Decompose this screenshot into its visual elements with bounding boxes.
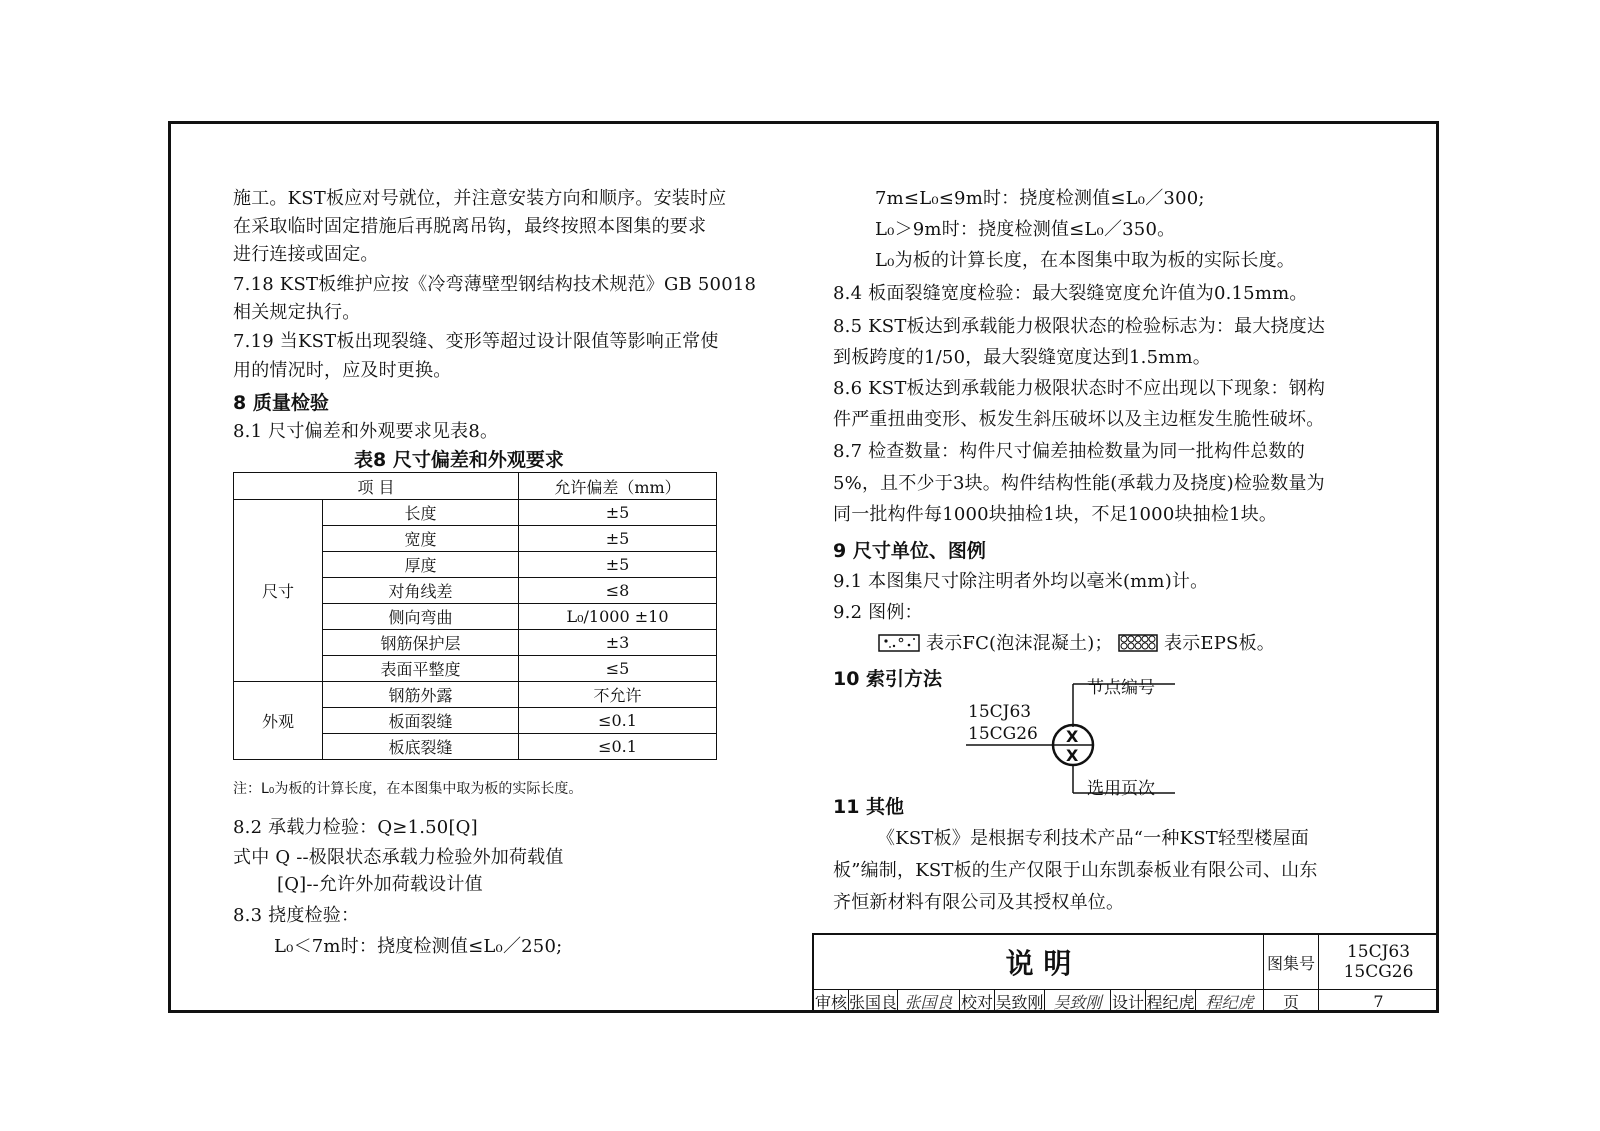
legend-eps-label: 表示EPS板。 — [1164, 633, 1275, 654]
header-item: 项 目 — [234, 473, 519, 500]
row-value: ±5 — [519, 500, 717, 526]
row-value: ±3 — [519, 630, 717, 656]
para-8-3-case1: L₀＜7m时：挠度检测值≤L₀／250; — [274, 936, 563, 957]
title-block — [812, 933, 1439, 1013]
para-8-3-case2: 7m≤L₀≤9m时：挠度检测值≤L₀／300; — [875, 188, 1205, 209]
row-value: ≤0.1 — [519, 708, 717, 734]
checker-name: 吴致刚 — [995, 990, 1045, 1013]
designer-signature: 程纪虎 — [1196, 990, 1264, 1013]
para-11-line1: 《KST板》是根据专利技术产品“一种KST轻型楼屋面 — [877, 828, 1309, 849]
row-value: ≤0.1 — [519, 734, 717, 760]
row-item: 对角线差 — [323, 578, 519, 604]
section-8-heading: 8 质量检验 — [233, 392, 329, 414]
para-8-2-allowable: [Q]--允许外加荷载设计值 — [277, 874, 483, 895]
para-8-7-line3: 同一批构件每1000块抽检1块，不足1000块抽检1块。 — [833, 504, 1278, 525]
title-block-title: 说 明 — [814, 935, 1264, 990]
para-7-17-line1: 施工。KST板应对号就位，并注意安装方向和顺序。安装时应 — [233, 188, 727, 209]
para-8-7-line2: 5%，且不少于3块。构件结构性能(承载力及挠度)检验数量为 — [833, 473, 1325, 494]
row-item: 板面裂缝 — [323, 708, 519, 734]
para-8-3: 8.3 挠度检验： — [233, 905, 360, 926]
reviewer-signature: 张国良 — [898, 990, 960, 1013]
index-code-1: 15CJ63 — [968, 702, 1032, 722]
spec-table — [233, 472, 717, 760]
group-size: 尺寸 — [234, 500, 323, 682]
atlas-code-2: 15CG26 — [1343, 962, 1414, 982]
para-8-3-case3: L₀＞9m时：挠度检测值≤L₀／350。 — [875, 219, 1176, 240]
row-value: L₀/1000 ±10 — [519, 604, 717, 630]
para-8-3-note: L₀为板的计算长度，在本图集中取为板的实际长度。 — [875, 250, 1295, 271]
para-8-2-q: 式中 Q --极限状态承载力检验外加荷载值 — [233, 847, 564, 868]
para-7-19-line1: 7.19 当KST板出现裂缝、变形等超过设计限值等影响正常使 — [233, 331, 719, 352]
reviewer-name: 张国良 — [849, 990, 898, 1013]
para-9-2: 9.2 图例： — [833, 602, 923, 623]
index-page-label: 选用页次 — [1087, 779, 1155, 799]
row-item: 长度 — [323, 500, 519, 526]
fc-legend-swatch-icon — [878, 634, 920, 652]
table-8-title: 表8 尺寸偏差和外观要求 — [354, 449, 564, 471]
row-value: ±5 — [519, 552, 717, 578]
row-item: 板底裂缝 — [323, 734, 519, 760]
table-row — [234, 500, 717, 526]
row-item: 钢筋外露 — [323, 682, 519, 708]
row-value: ≤8 — [519, 578, 717, 604]
para-7-17-line3: 进行连接或固定。 — [233, 244, 379, 265]
review-label: 审核 — [814, 990, 849, 1013]
section-9-heading: 9 尺寸单位、图例 — [833, 540, 986, 562]
para-11-line3: 齐恒新材料有限公司及其授权单位。 — [833, 892, 1125, 913]
para-11-line2: 板”编制，KST板的生产仅限于山东凯泰板业有限公司、山东 — [833, 860, 1318, 881]
row-item: 宽度 — [323, 526, 519, 552]
table-note: 注：L₀为板的计算长度，在本图集中取为板的实际长度。 — [233, 781, 583, 797]
para-9-1: 9.1 本图集尺寸除注明者外均以毫米(mm)计。 — [833, 571, 1209, 592]
table-row — [234, 682, 717, 708]
section-10-heading: 10 索引方法 — [833, 668, 943, 690]
page-number: 7 — [1319, 990, 1439, 1013]
index-code-2: 15CG26 — [968, 724, 1038, 744]
check-label: 校对 — [960, 990, 995, 1013]
row-item: 表面平整度 — [323, 656, 519, 682]
row-value: 不允许 — [519, 682, 717, 708]
atlas-number-label: 图集号 — [1264, 935, 1319, 990]
section-11-heading: 11 其他 — [833, 796, 905, 818]
para-8-1: 8.1 尺寸偏差和外观要求见表8。 — [233, 421, 499, 442]
para-8-2: 8.2 承载力检验：Q≥1.50[Q] — [233, 817, 478, 838]
index-node-label: 节点编号 — [1087, 678, 1155, 698]
index-symbol-top: X — [1066, 727, 1079, 746]
para-7-18-line2: 相关规定执行。 — [233, 302, 361, 323]
row-value: ≤5 — [519, 656, 717, 682]
para-8-7-line1: 8.7 检查数量：构件尺寸偏差抽检数量为同一批构件总数的 — [833, 441, 1305, 462]
eps-legend-swatch-icon — [1118, 634, 1158, 652]
row-item: 钢筋保护层 — [323, 630, 519, 656]
table-header-row — [234, 473, 717, 500]
para-8-5-line2: 到板跨度的1/50，最大裂缝宽度达到1.5mm。 — [833, 347, 1211, 368]
para-8-6-line1: 8.6 KST板达到承载能力极限状态时不应出现以下现象：钢构 — [833, 378, 1326, 399]
para-8-5-line1: 8.5 KST板达到承载能力极限状态的检验标志为：最大挠度达 — [833, 316, 1326, 337]
para-7-17-line2: 在采取临时固定措施后再脱离吊钩，最终按照本图集的要求 — [233, 216, 707, 237]
atlas-code-1: 15CJ63 — [1346, 942, 1411, 962]
design-label: 设计 — [1111, 990, 1146, 1013]
legend-fc-label: 表示FC(泡沫混凝土)； — [926, 633, 1113, 654]
group-appearance: 外观 — [234, 682, 323, 760]
para-7-18-line1: 7.18 KST板维护应按《冷弯薄壁型钢结构技术规范》GB 50018 — [233, 274, 757, 295]
index-symbol-bottom: X — [1066, 746, 1079, 765]
para-7-19-line2: 用的情况时，应及时更换。 — [233, 360, 452, 381]
row-item: 侧向弯曲 — [323, 604, 519, 630]
row-item: 厚度 — [323, 552, 519, 578]
para-8-4: 8.4 板面裂缝宽度检验：最大裂缝宽度允许值为0.15mm。 — [833, 283, 1308, 304]
checker-signature: 吴致刚 — [1045, 990, 1111, 1013]
designer-name: 程纪虎 — [1146, 990, 1196, 1013]
para-8-6-line2: 件严重扭曲变形、板发生斜压破坏以及主边框发生脆性破坏。 — [833, 409, 1325, 430]
row-value: ±5 — [519, 526, 717, 552]
page-label: 页 — [1264, 990, 1319, 1013]
atlas-number — [1319, 935, 1439, 990]
header-tolerance: 允许偏差（mm） — [519, 473, 717, 500]
